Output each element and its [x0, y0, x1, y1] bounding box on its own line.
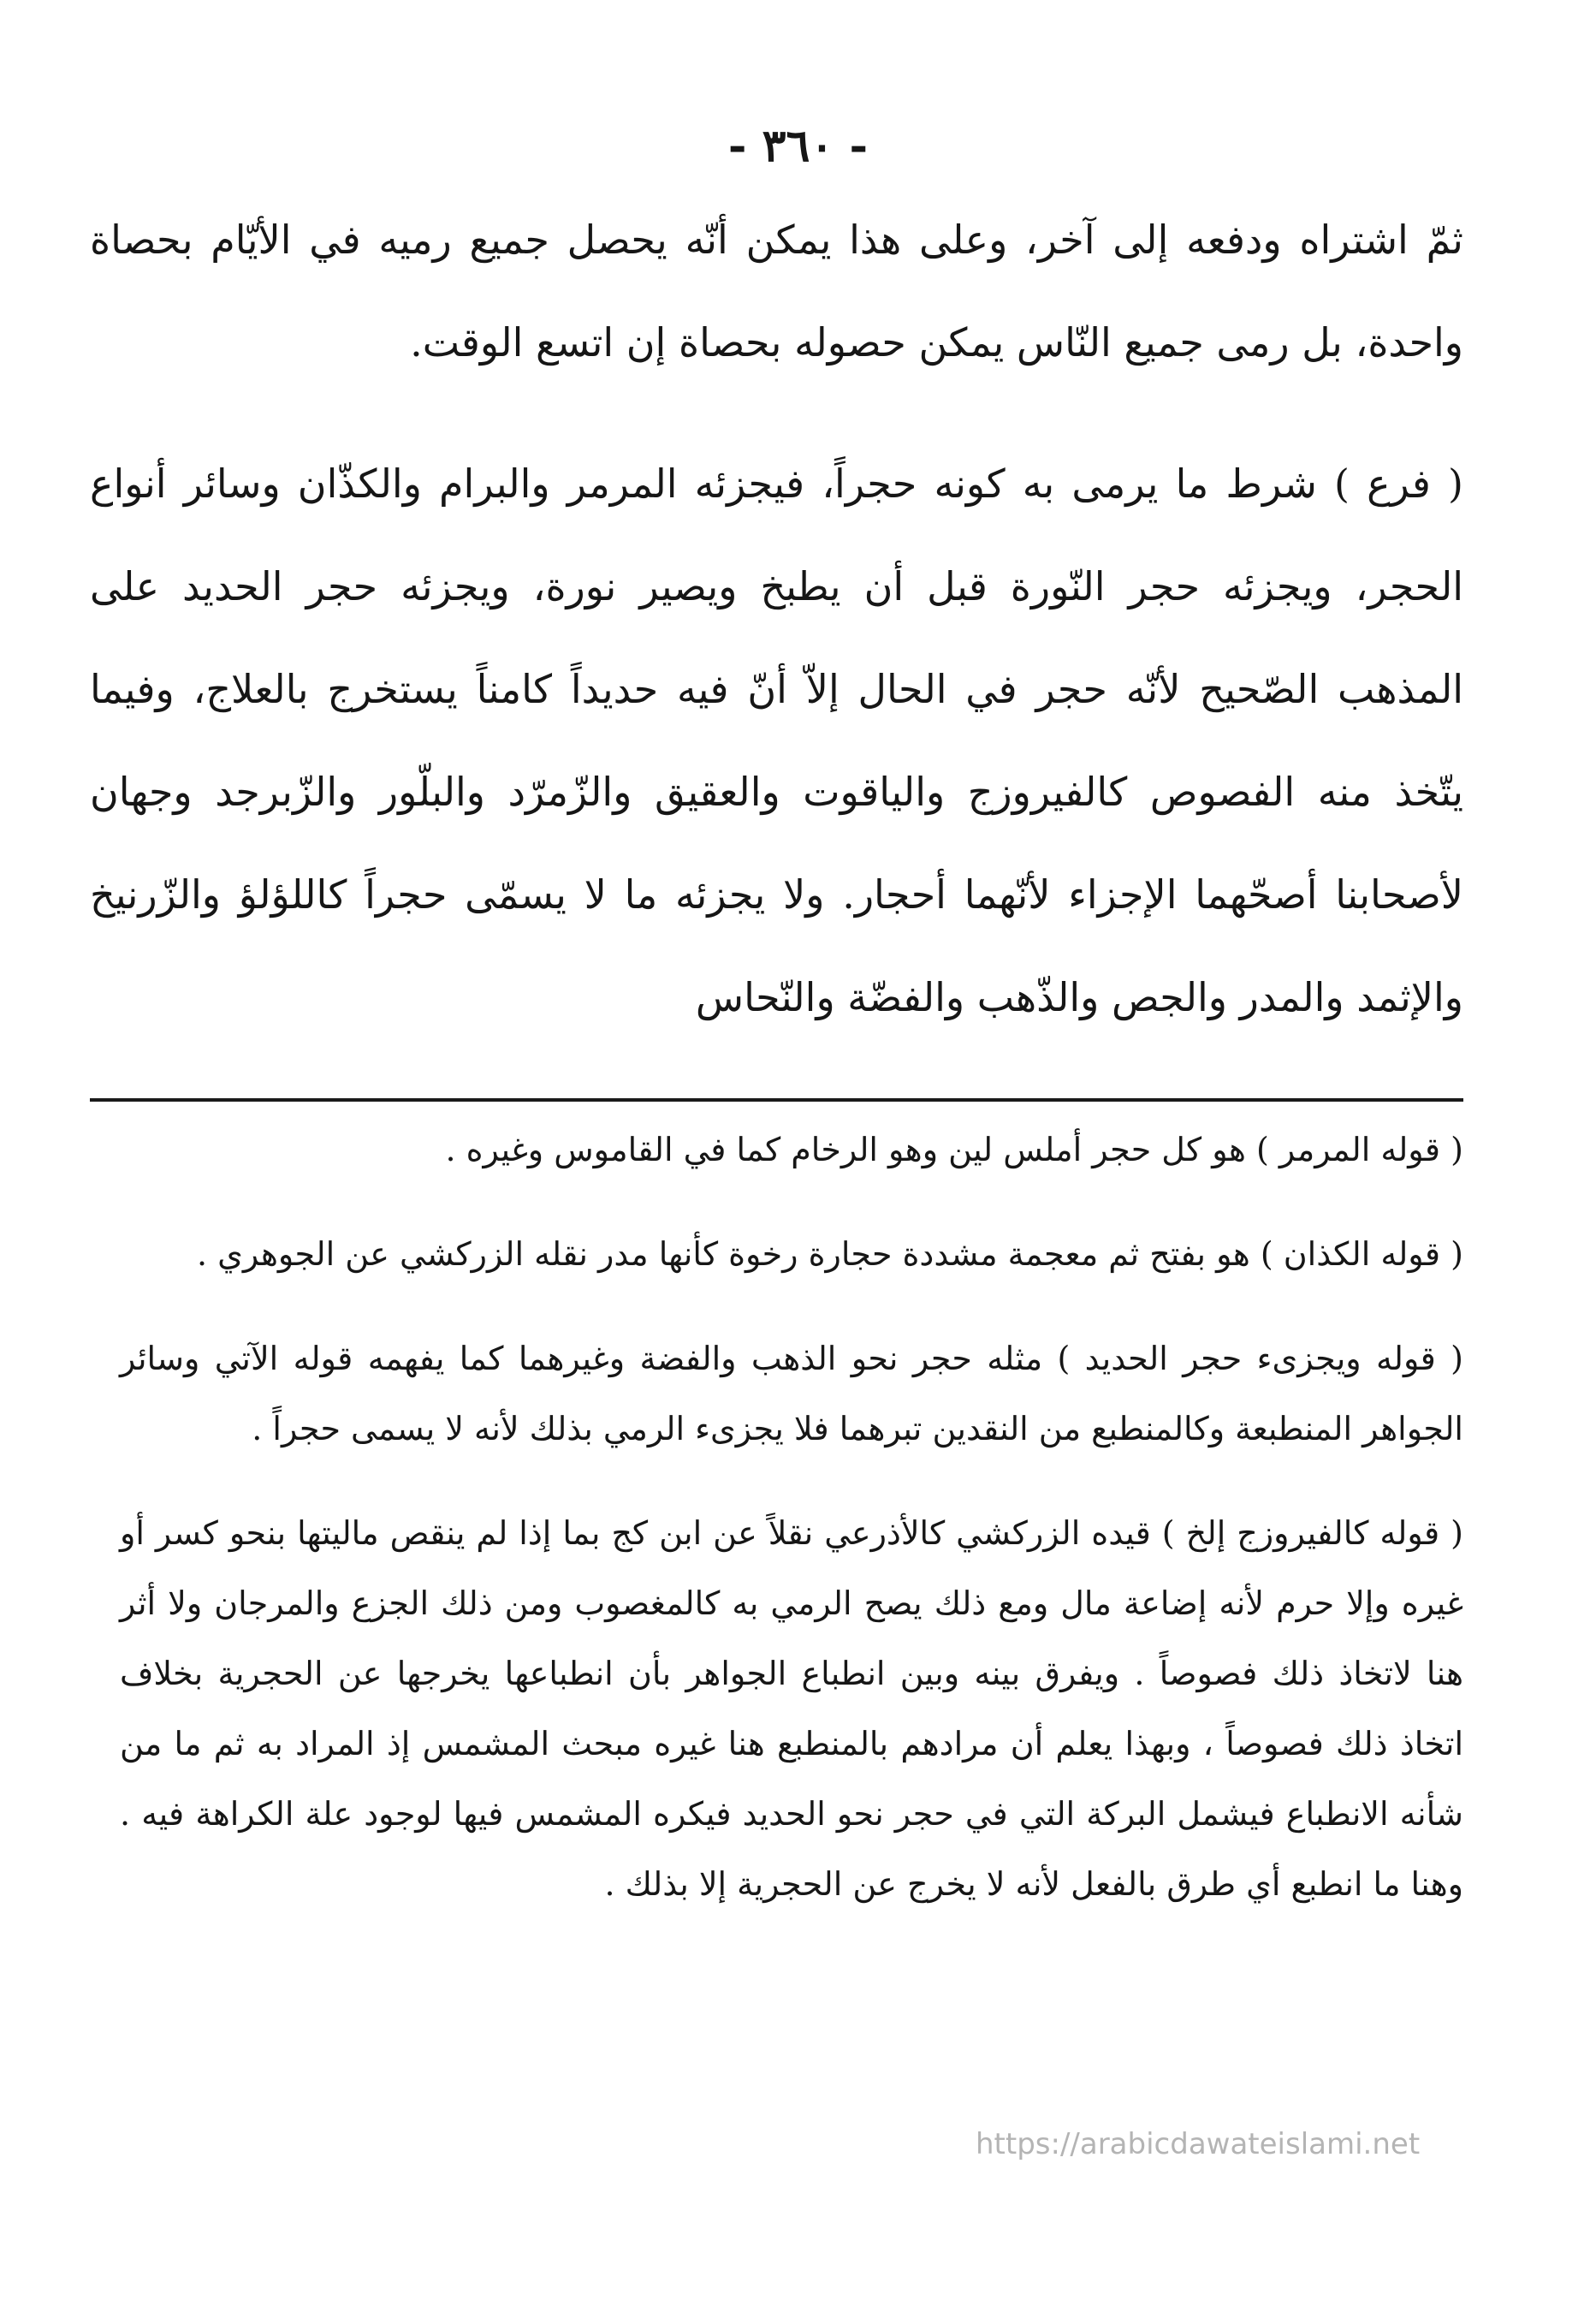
main-paragraph: ( فرع ) شرط ما يرمى به كونه حجراً، فيجزئه المرمر والبرام والكذّان وسائر أنواع الحجر، ويجزئه حجر النّورة قبل أن يطبخ ويصير نورة، ويجزئه حجر الحديد على المذهب الصّحيح لأنّه حجر في الحال إلاّ أنّ فيه حديداً كامناً يستخرج بالعلاج، وفيما يتّخذ منه الفصوص كالفيروزج والياقوت والعقيق والزّمرّد والبلّور والزّبرجد وجهان لأصحابنا أصحّهما الإجزاء لأنّهما أحجار. ولا يجزئه ما لا يسمّى حجراً كاللؤلؤ والزّرنيخ والإثمد والمدر والجص والذّهب والفضّة والنّحاس: [90, 461, 1463, 1020]
footnote-divider: [90, 1098, 1463, 1102]
footnote: ( قوله الكذان ) هو بفتح ثم معجمة مشددة حجارة رخوة كأنها مدر نقله الزركشي عن الجوهري .: [196, 1235, 1463, 1273]
footnote: ( قوله ويجزىء حجر الحديد ) مثله حجر نحو الذهب والفضة وغيرهما كما يفهمه قوله الآتي وسائر الجواهر المنطبعة وكالمنطبع من النقدين تبرهما فلا يجزىء الرمي بذلك لأنه لا يسمى حجراً .: [120, 1340, 1463, 1447]
footnote: ( قوله المرمر ) هو كل حجر أملس لين وهو الرخام كما في القاموس وغيره .: [445, 1131, 1463, 1168]
main-paragraph: ثمّ اشتراه ودفعه إلى آخر، وعلى هذا يمكن أنّه يحصل جميع رميه في الأيّام بحصاة واحدة، بل رمى جميع النّاس يمكن حصوله بحصاة إن اتسع الوقت.: [90, 217, 1463, 366]
footnote: ( قوله كالفيروزج إلخ ) قيده الزركشي كالأذرعي نقلاً عن ابن كج بما إذا لم ينقص ماليتها بنحو كسر أو غيره وإلا حرم لأنه إضاعة مال ومع ذلك يصح الرمي به كالمغصوب ومن ذلك الجزع والمرجان ولا أثر هنا لاتخاذ ذلك فصوصاً . ويفرق بينه وبين انطباع الجواهر بأن انطباعها يخرجها عن الحجرية بخلاف اتخاذ ذلك فصوصاً ، وبهذا يعلم أن مرادهم بالمنطبع هنا غيره مبحث المشمس إذ المراد به ثم ما من شأنه الانطباع فيشمل البركة التي في حجر نحو الحديد فيكره المشمس فيها لوجود علة الكراهة فيه . وهنا ما انطبع أي طرق بالفعل لأنه لا يخرج عن الحجرية إلا بذلك .: [120, 1514, 1463, 1903]
footnotes: [120, 1114, 1463, 1919]
page-number: - ٣٦٠ -: [727, 120, 869, 172]
watermark-url: https://arabicdawateislami.net: [976, 2127, 1421, 2161]
main-text: [90, 188, 1463, 1049]
